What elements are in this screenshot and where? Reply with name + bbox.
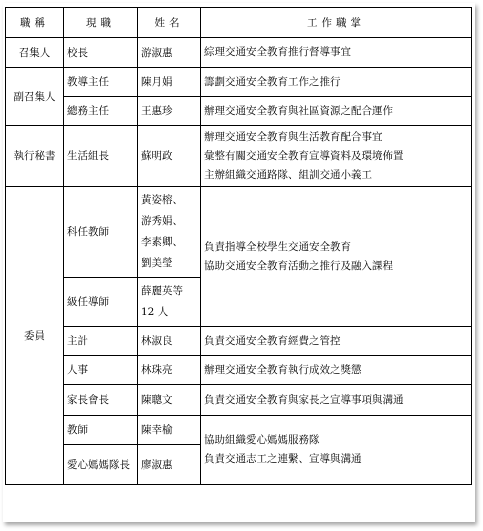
header-row [6, 8, 472, 38]
name-line: 薛麗英等 [141, 285, 183, 297]
role-cell: 副召集人 [6, 68, 64, 126]
position-cell: 愛心媽媽隊長 [64, 445, 138, 485]
table-row [6, 416, 472, 445]
name-cell: 游淑惠 [138, 38, 201, 68]
task-line: 負責指導全校學生交通安全教育 [204, 240, 351, 253]
name-cell [138, 278, 201, 327]
task-cell [201, 356, 472, 385]
position-cell: 主計 [64, 327, 138, 356]
position-cell: 人事 [64, 356, 138, 385]
task-line: 協助交通安全教育活動之推行及融入課程 [204, 259, 393, 272]
table-row [6, 327, 472, 356]
name-line: 12 人 [141, 306, 169, 318]
name-line: 劉美瑩 [141, 257, 173, 269]
name-cell: 林淑良 [138, 327, 201, 356]
table-row [6, 126, 472, 187]
header-task: 工作職掌 [201, 8, 472, 38]
header-role: 職稱 [6, 8, 64, 38]
table-row [6, 38, 472, 68]
role-cell: 委員 [6, 187, 64, 485]
duty-table [5, 7, 472, 485]
task-line: 負責交通志工之連繫、宣導與溝通 [204, 453, 362, 465]
name-cell: 王惠珍 [138, 97, 201, 126]
task-line: 協助組織愛心媽媽服務隊 [204, 434, 320, 446]
table-row [6, 187, 472, 278]
name-line: 李素卿、 [141, 236, 183, 248]
position-cell: 校長 [64, 38, 138, 68]
table-row [6, 97, 472, 126]
name-cell: 陳月娟 [138, 68, 201, 97]
task-line: 辦理交通安全教育與社區資源之配合運作 [204, 104, 393, 117]
task-line: 負責交通安全教育經費之管控 [204, 334, 341, 347]
task-cell [201, 416, 472, 485]
position-cell: 科任教師 [64, 187, 138, 278]
task-line: 主辦組織交通路隊、組訓交通小義工 [204, 168, 372, 181]
task-cell [201, 385, 472, 416]
table-row [6, 68, 472, 97]
task-line: 綜理交通安全教育推行督導事宜 [204, 46, 351, 58]
name-line: 游秀娟、 [141, 215, 183, 227]
task-cell [201, 187, 472, 327]
task-cell [201, 68, 472, 97]
position-cell: 總務主任 [64, 97, 138, 126]
task-line: 辦理交通安全教育執行成效之獎懲 [204, 363, 362, 376]
position-cell: 教導主任 [64, 68, 138, 97]
task-cell [201, 327, 472, 356]
header-name: 姓名 [138, 8, 201, 38]
position-cell: 級任導師 [64, 278, 138, 327]
name-cell: 廖淑惠 [138, 445, 201, 485]
table-row [6, 356, 472, 385]
role-cell: 執行秘書 [6, 126, 64, 187]
task-cell [201, 126, 472, 187]
name-cell: 蘇明政 [138, 126, 201, 187]
name-cell: 陳幸榆 [138, 416, 201, 445]
table-frame [3, 3, 475, 522]
task-cell [201, 38, 472, 68]
task-line: 籌劃交通安全教育工作之推行 [204, 75, 341, 88]
position-cell: 家長會長 [64, 385, 138, 416]
name-cell [138, 187, 201, 278]
name-line: 黃姿榕、 [141, 194, 183, 206]
header-position: 現職 [64, 8, 138, 38]
role-cell: 召集人 [6, 38, 64, 68]
name-cell: 林珠亮 [138, 356, 201, 385]
task-line: 負責交通安全教育與家長之宣導事項與溝通 [204, 393, 404, 406]
position-cell: 生活組長 [64, 126, 138, 187]
table-row [6, 385, 472, 416]
task-line: 辦理交通安全教育與生活教育配合事宜 [204, 130, 383, 143]
position-cell: 教師 [64, 416, 138, 445]
task-line: 彙整有關交通安全教育宣導資料及環境佈置 [204, 149, 404, 162]
task-cell [201, 97, 472, 126]
name-cell: 陳聰文 [138, 385, 201, 416]
